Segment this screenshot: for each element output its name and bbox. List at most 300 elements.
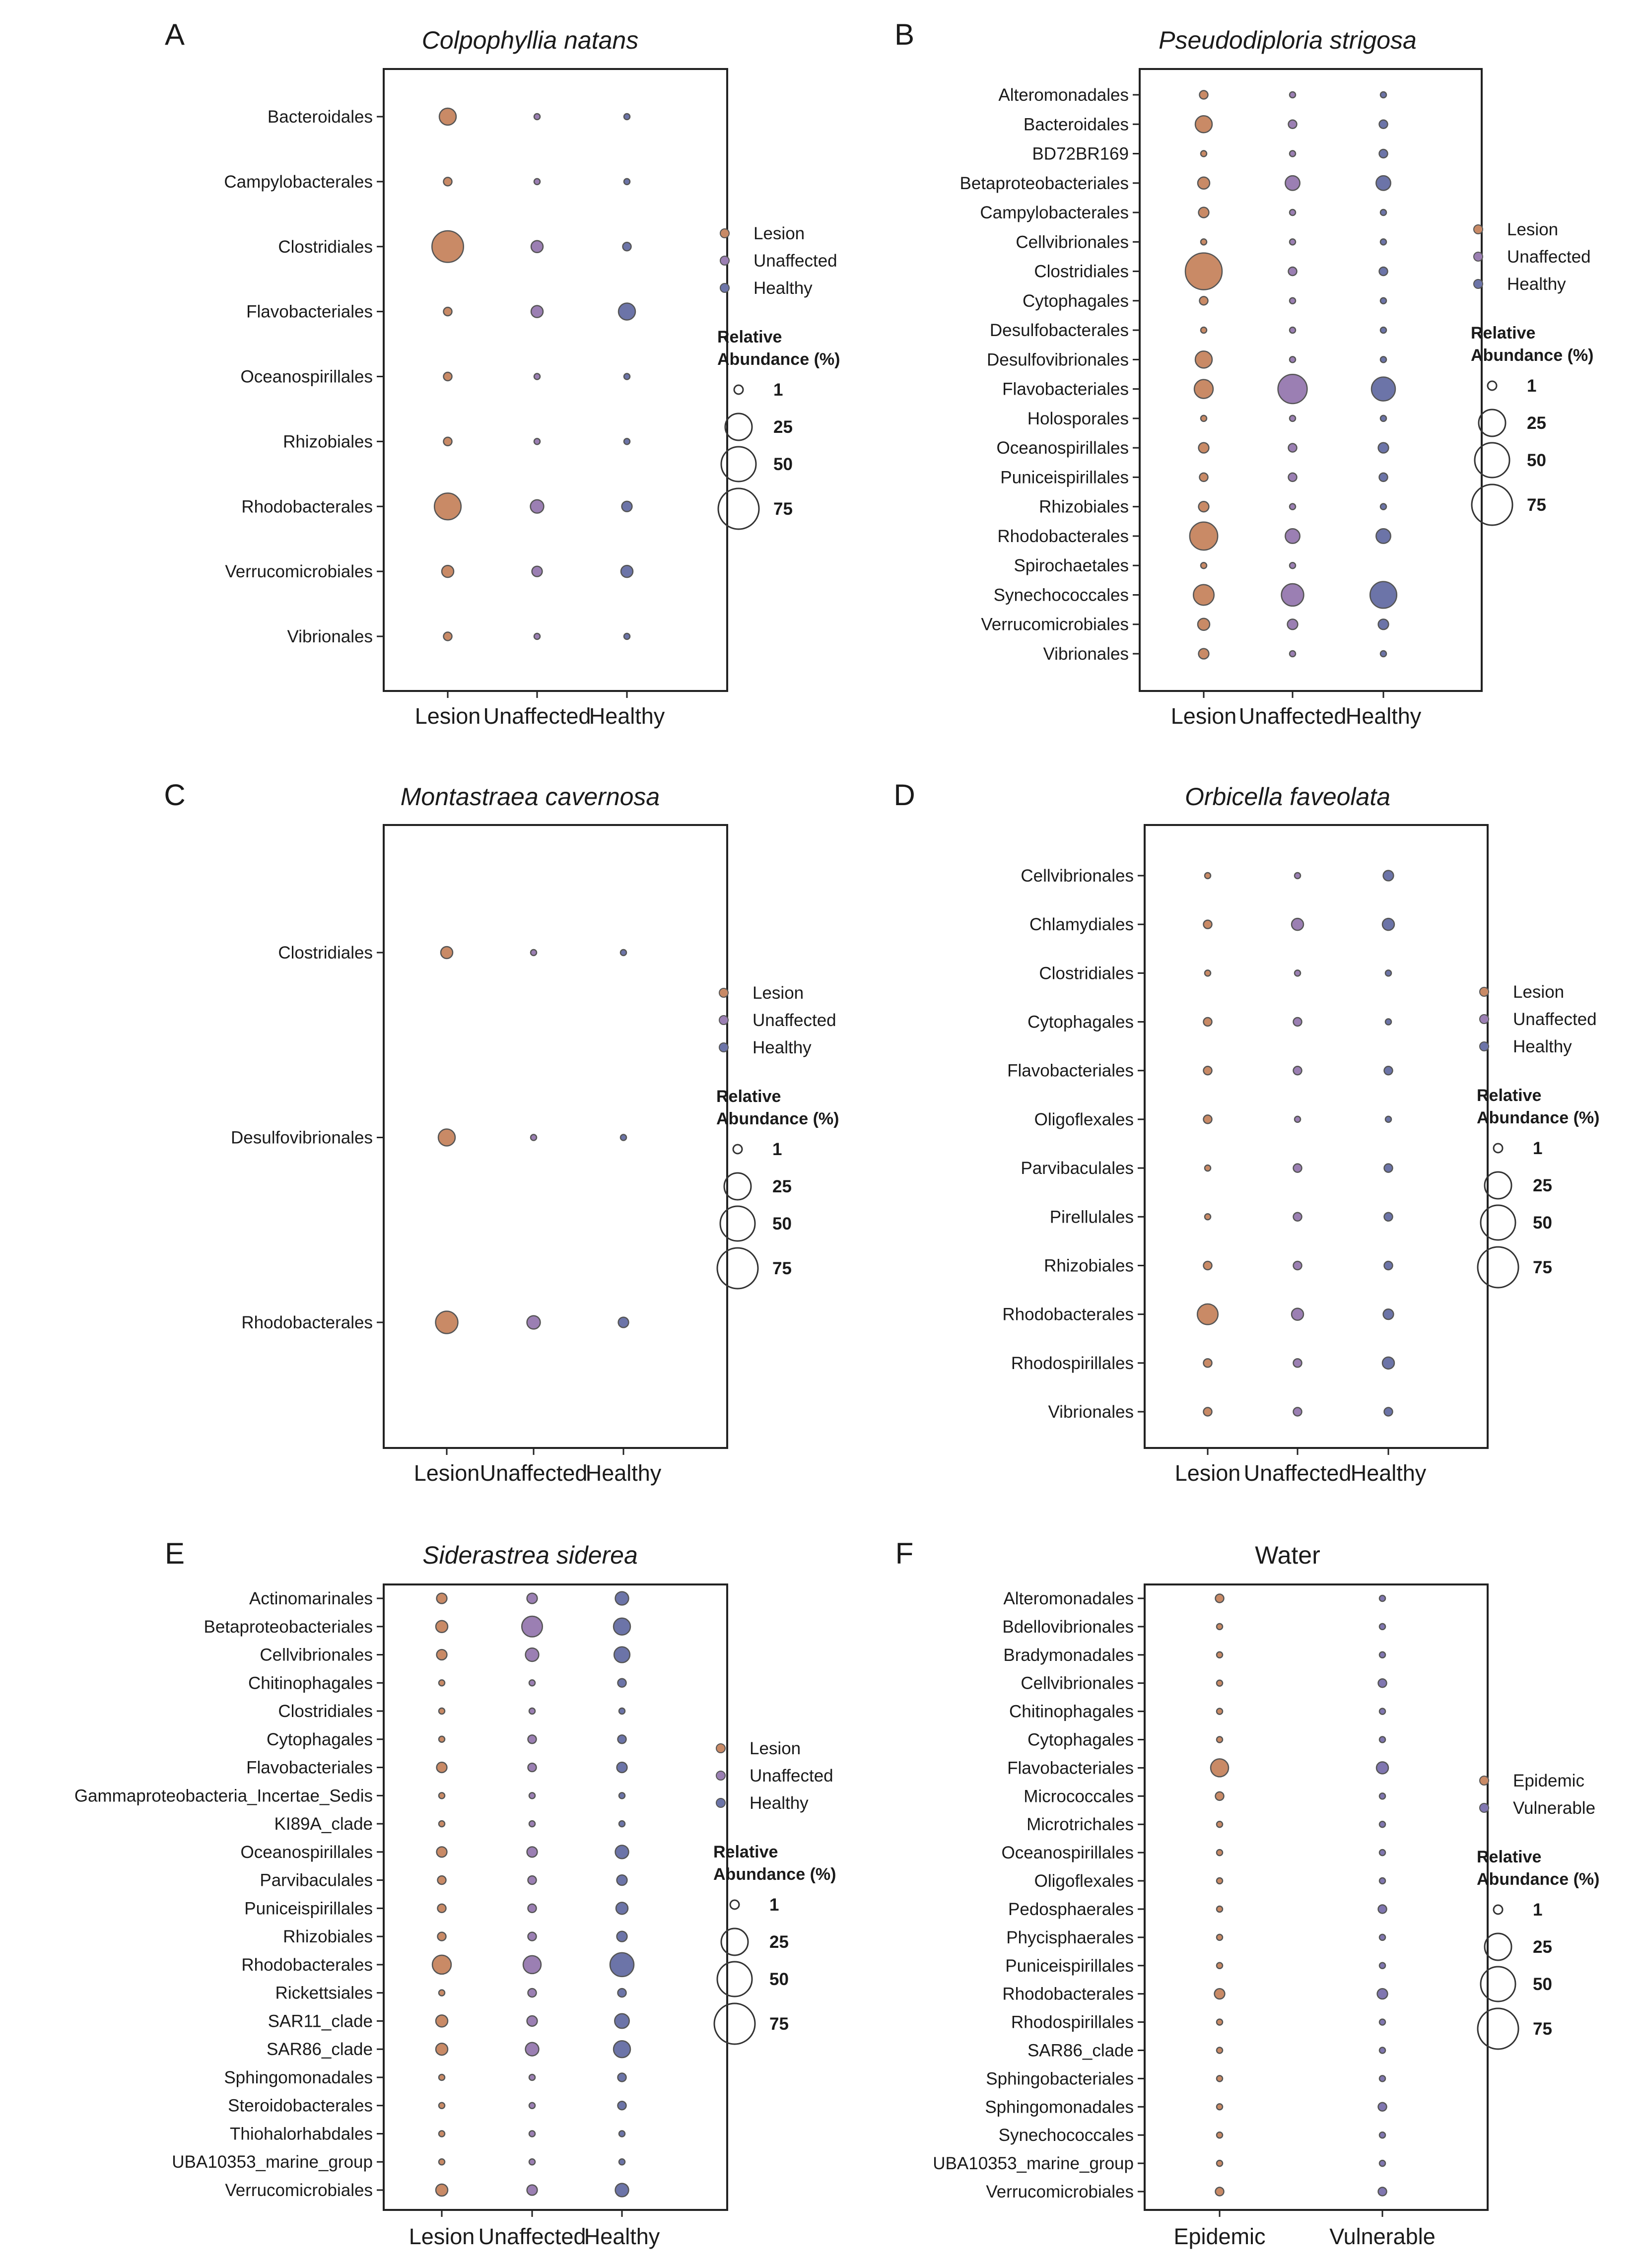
size-legend-value: 50 [1533,1975,1552,1994]
plot-frame [1145,1584,1488,2210]
size-legend-circle [1494,1905,1503,1914]
size-legend-circle [724,1173,751,1200]
legend-label: Lesion [753,983,804,1003]
data-bubble [432,1955,451,1974]
y-tick-label: Flavobacteriales [246,1758,373,1778]
data-bubble [1376,529,1390,543]
data-bubble [1290,239,1296,245]
data-bubble [529,1680,535,1686]
size-legend [1477,1848,1599,2049]
data-bubble [436,1621,448,1633]
size-legend-value: 50 [773,455,793,474]
data-bubble [1292,918,1303,930]
data-bubble [1205,1214,1211,1220]
data-bubble [437,1762,447,1773]
size-legend [716,1087,839,1289]
data-bubble [438,1129,455,1146]
data-bubble [1217,2075,1223,2081]
data-bubble [534,374,540,380]
data-bubble [1379,149,1388,158]
panel-letter: E [164,1537,185,1570]
size-legend-value: 25 [772,1177,792,1196]
data-bubble [1200,473,1208,481]
data-bubble [1290,562,1296,568]
x-tick-label: Healthy [589,703,665,729]
data-bubble [1294,1408,1302,1416]
legend-label: Lesion [754,224,805,243]
data-bubble [1204,1066,1212,1075]
data-bubble [1294,1359,1302,1367]
size-legend-value: 75 [773,499,793,519]
data-bubble [616,1845,629,1858]
data-bubble [1380,209,1386,215]
color-legend [720,224,837,298]
size-legend-title: Relative [1471,324,1536,343]
data-bubble [1379,2047,1385,2053]
size-legend-circle [1488,381,1497,390]
data-bubble [1379,2075,1385,2081]
legend-label: Healthy [1507,275,1566,294]
data-bubble [527,2185,538,2196]
data-bubble [439,2103,445,2109]
data-bubble [1289,473,1297,481]
legend-swatch [720,283,729,292]
data-bubble [1278,374,1307,404]
y-tick-label: Desulfobacterales [989,321,1129,341]
data-bubble [1379,2019,1385,2025]
y-tick-label: Flavobacteriales [1002,379,1129,399]
x-tick-label: Healthy [584,2224,660,2249]
plot-frame [384,69,727,691]
y-tick-label: Clostridiales [1034,262,1129,281]
size-legend-circle [717,1962,752,1996]
color-legend [716,1739,833,1813]
data-bubble [624,374,630,380]
data-bubble [618,2073,626,2081]
color-legend [719,983,836,1057]
data-bubble [1380,504,1386,510]
data-bubble [439,1736,445,1742]
data-bubble [444,177,452,186]
y-tick-label: Clostridiales [278,1702,373,1721]
data-bubble [437,1593,447,1604]
data-bubble [441,947,453,959]
y-tick-label: Alteromonadales [998,85,1129,105]
data-bubble [1217,1906,1223,1912]
y-tick-label: Betaproteobacteriales [959,173,1129,193]
data-bubble [1290,92,1296,98]
data-bubble [1217,1878,1223,1884]
data-bubble [436,2015,448,2027]
data-bubble [439,1708,445,1714]
data-bubble [1383,871,1394,881]
y-tick-label: Thiohalorhabdales [230,2124,373,2144]
data-bubble [532,566,543,577]
data-bubble [1216,1594,1224,1603]
size-legend-value: 25 [773,417,793,437]
x-tick-label: Lesion [1170,703,1237,729]
size-legend-title: Abundance (%) [1477,1108,1600,1127]
y-tick-label: Clostridiales [278,943,373,962]
data-bubble [531,241,543,253]
data-bubble [1290,504,1296,510]
size-legend-title: Relative [1477,1086,1542,1105]
data-bubble [1215,1989,1225,1999]
size-legend-circle [717,1248,758,1289]
size-legend-value: 25 [1533,1937,1552,1957]
legend-swatch [1480,1803,1489,1812]
data-bubble [1385,1116,1391,1122]
y-tick-label: Sphingobacteriales [986,2069,1134,2089]
data-bubble [529,1792,535,1798]
x-tick-label: Healthy [1345,703,1422,729]
legend-label: Unaffected [1507,247,1591,267]
data-bubble [617,1931,627,1942]
y-tick-label: Rickettsiales [275,1983,373,2003]
data-bubble [528,1904,537,1913]
data-bubble [1199,443,1209,453]
data-bubble [529,2074,535,2080]
x-tick-label: Unaffected [480,1460,588,1486]
data-bubble [1217,2160,1223,2166]
size-legend-value: 50 [1527,451,1546,470]
data-bubble [438,1904,446,1913]
data-bubble [1290,651,1296,657]
data-bubble [439,1680,445,1686]
legend-swatch [1480,1015,1489,1024]
data-bubble [1200,296,1208,305]
panel-a [165,18,840,729]
y-tick-label: Cytophagales [1027,1730,1134,1750]
panel-title: Pseudodiploria strigosa [1159,26,1417,54]
data-bubble [616,2184,629,2197]
y-tick-label: Actinomarinales [249,1589,373,1608]
data-bubble [1379,120,1388,129]
data-bubble [1384,1213,1393,1221]
y-tick-label: Parvibaculales [260,1870,373,1890]
y-tick-label: Parvibaculales [1021,1159,1134,1178]
data-bubble [1295,873,1301,879]
data-bubble [619,1821,625,1827]
data-bubble [1379,1963,1385,1969]
data-bubble [1211,1759,1229,1777]
y-tick-label: Rhizobiales [283,432,373,452]
panel-title: Montastraea cavernosa [400,783,660,811]
data-bubble [528,1876,537,1884]
data-bubble [1190,522,1218,550]
legend-swatch [1480,1042,1489,1051]
y-tick-label: Bradymonadales [1003,1645,1134,1665]
size-legend-circle [1485,1172,1511,1199]
legend-swatch [720,229,729,238]
panel-title: Orbicella faveolata [1184,783,1391,811]
data-bubble [1379,473,1388,481]
data-bubble [1217,1652,1223,1658]
data-bubble [531,950,537,956]
data-bubble [522,1616,543,1637]
color-legend [1474,220,1591,294]
size-legend-value: 50 [772,1214,792,1234]
legend-label: Unaffected [754,251,837,271]
panel-b [894,18,1593,729]
data-bubble [1216,1792,1224,1800]
data-bubble [1379,2132,1385,2138]
data-bubble [436,2184,448,2196]
legend-label: Lesion [1507,220,1559,239]
y-tick-label: SAR86_clade [1027,2041,1134,2061]
data-bubble [1294,1261,1302,1270]
data-bubble [1380,327,1386,333]
size-legend-circle [1478,2008,1518,2049]
data-bubble [437,1847,447,1857]
data-bubble [624,114,630,120]
data-bubble [1204,1408,1212,1416]
size-legend-title: Relative [1477,1848,1542,1866]
size-legend-circle [1475,443,1509,478]
size-legend-circle [1485,1933,1511,1960]
data-bubble [1217,1963,1223,1969]
y-tick-label: UBA10353_marine_group [933,2154,1134,2174]
size-legend-value: 1 [772,1140,782,1159]
y-tick-label: UBA10353_marine_group [172,2152,373,2172]
y-tick-label: Desulfovibrionales [987,350,1129,370]
size-legend-title: Relative [713,1843,778,1861]
data-bubble [610,1953,634,1977]
y-tick-label: Cytophagales [266,1729,373,1749]
data-bubble [1217,1821,1223,1827]
x-tick-label: Lesion [413,1460,480,1486]
data-bubble [1379,1624,1385,1630]
y-tick-label: Rhizobiales [1039,497,1129,517]
x-tick-label: Unaffected [478,2224,586,2249]
legend-swatch [1480,987,1489,996]
y-tick-label: Rhizobiales [283,1927,373,1947]
size-legend-circle [1481,1205,1515,1240]
y-tick-label: Microtrichales [1027,1815,1134,1835]
data-bubble [1290,356,1296,362]
data-bubble [444,372,452,381]
data-bubble [1198,619,1210,630]
data-bubble [1379,1821,1385,1827]
y-tick-label: Desulfovibrionales [231,1128,373,1148]
y-tick-label: Puniceispirillales [244,1899,373,1919]
data-bubble [1198,177,1210,189]
data-bubble [624,179,630,185]
data-bubble [620,950,626,956]
data-bubble [439,2074,445,2080]
data-bubble [531,306,543,318]
data-bubble [618,1989,626,1997]
size-legend-value: 50 [1533,1213,1552,1233]
size-legend-value: 75 [1527,495,1546,515]
size-legend [717,328,840,529]
size-legend-value: 1 [1533,1139,1543,1158]
data-bubble [1378,619,1389,629]
size-legend-circle [721,1928,748,1955]
data-bubble [618,1679,626,1687]
data-bubble [616,1902,628,1914]
size-legend-title: Abundance (%) [716,1109,839,1128]
data-bubble [1194,380,1213,399]
data-bubble [1201,239,1207,245]
size-legend-title: Abundance (%) [1477,1870,1600,1889]
data-bubble [526,1648,539,1661]
y-tick-label: Oceanospirillales [1001,1843,1134,1863]
data-bubble [619,2159,625,2165]
data-bubble [1379,1850,1385,1856]
data-bubble [437,1649,447,1660]
y-tick-label: Betaproteobacteriales [204,1617,373,1637]
x-tick-label: Lesion [414,703,481,729]
data-bubble [1294,1164,1302,1172]
y-tick-label: Synechococcales [993,585,1129,605]
y-tick-label: Chitinophagales [248,1673,373,1693]
data-bubble [439,2159,445,2165]
size-legend [713,1843,836,2044]
data-bubble [528,1763,537,1772]
data-bubble [529,2131,535,2136]
y-tick-label: Rhodobacterales [241,497,373,517]
legend-swatch [720,256,729,265]
size-legend-circle [725,413,752,440]
size-legend-value: 25 [769,1932,789,1952]
y-tick-label: Oligoflexales [1034,1109,1134,1129]
data-bubble [1384,1164,1393,1172]
size-legend-circle [733,1145,742,1154]
y-tick-label: Campylobacterales [980,203,1129,223]
data-bubble [439,108,456,125]
data-bubble [1378,2103,1387,2111]
legend-swatch [716,1744,725,1753]
size-legend-value: 1 [773,380,783,400]
y-tick-label: Chitinophagales [1009,1702,1134,1721]
data-bubble [439,2131,445,2136]
data-bubble [1371,377,1395,401]
data-bubble [617,1762,627,1773]
y-tick-label: SAR11_clade [268,2011,373,2031]
y-tick-label: Clostridiales [1039,963,1134,983]
panel-e [74,1537,836,2249]
y-tick-label: Bdellovibrionales [1002,1617,1134,1637]
data-bubble [1292,1308,1303,1320]
y-tick-label: Pirellulales [1049,1207,1134,1227]
size-legend-circle [720,1206,755,1241]
data-bubble [1380,651,1386,657]
x-tick-label: Unaffected [1238,703,1347,729]
data-bubble [1385,970,1391,976]
data-bubble [1290,209,1296,215]
data-bubble [432,231,463,262]
panel-letter: F [895,1537,914,1570]
data-bubble [1384,1408,1393,1416]
data-bubble [619,2131,625,2136]
panel-letter: C [164,778,186,812]
legend-swatch [1474,252,1483,261]
data-bubble [1204,1018,1212,1026]
data-bubble [618,1735,626,1743]
y-tick-label: Chlamydiales [1029,915,1134,935]
x-tick-label: Vulnerable [1329,2224,1436,2249]
legend-swatch [719,1043,728,1052]
data-bubble [1288,619,1298,629]
data-bubble [624,633,630,639]
size-legend-title: Relative [717,328,782,346]
y-tick-label: Steroidobacterales [228,2096,373,2116]
data-bubble [623,242,631,251]
y-tick-label: Rhodobacterales [1002,1305,1134,1324]
panel-f [895,1537,1600,2249]
data-bubble [1217,1709,1223,1715]
y-tick-label: Bacteroidales [1023,115,1129,135]
size-legend-circle [1472,484,1512,525]
y-tick-label: Holosporales [1027,409,1129,428]
data-bubble [531,1135,537,1141]
legend-swatch [1474,225,1483,234]
data-bubble [1201,562,1207,568]
data-bubble [1290,298,1296,304]
y-tick-label: Sphingomonadales [985,2097,1134,2117]
data-bubble [617,1875,627,1885]
legend-swatch [719,988,728,997]
data-bubble [1294,1066,1302,1075]
data-bubble [1217,2132,1223,2138]
color-legend [1480,982,1597,1056]
data-bubble [1205,970,1211,976]
data-bubble [1285,176,1300,190]
y-tick-label: Verrucomicrobiales [225,562,373,582]
y-tick-label: Alteromonadales [1003,1589,1134,1608]
data-bubble [1289,120,1297,129]
y-tick-label: Micrococcales [1024,1787,1134,1806]
data-bubble [1195,351,1212,368]
data-bubble [1378,2188,1387,2196]
y-tick-label: Sphingomonadales [224,2067,373,2087]
data-bubble [621,565,633,577]
size-legend-circle [734,385,743,394]
size-legend-title: Abundance (%) [1471,346,1594,365]
data-bubble [438,1932,446,1941]
data-bubble [527,1847,538,1857]
x-tick-label: Lesion [1174,1460,1241,1486]
data-bubble [1204,1359,1212,1367]
data-bubble [1295,970,1301,976]
y-tick-label: Clostridiales [278,237,373,257]
data-bubble [614,1618,630,1635]
data-bubble [1290,327,1296,333]
data-bubble [1289,267,1297,275]
data-bubble [1295,1116,1301,1122]
data-bubble [618,303,635,320]
panel-letter: A [164,18,185,51]
data-bubble [1384,1066,1393,1075]
data-bubble [1195,116,1212,133]
data-bubble [1200,91,1208,99]
data-bubble [523,1956,541,1974]
data-bubble [624,438,630,444]
size-legend-circle [1478,1247,1518,1288]
data-bubble [444,437,452,446]
data-bubble [1282,584,1304,606]
plot-frame [1140,69,1482,691]
size-legend-circle [714,2003,755,2044]
data-bubble [528,1989,537,1997]
data-bubble [1199,501,1209,512]
y-tick-label: Oligoflexales [1034,1871,1134,1891]
panel-letter: D [893,778,915,812]
legend-swatch [716,1798,725,1807]
data-bubble [438,1876,446,1884]
data-bubble [1384,1261,1393,1270]
